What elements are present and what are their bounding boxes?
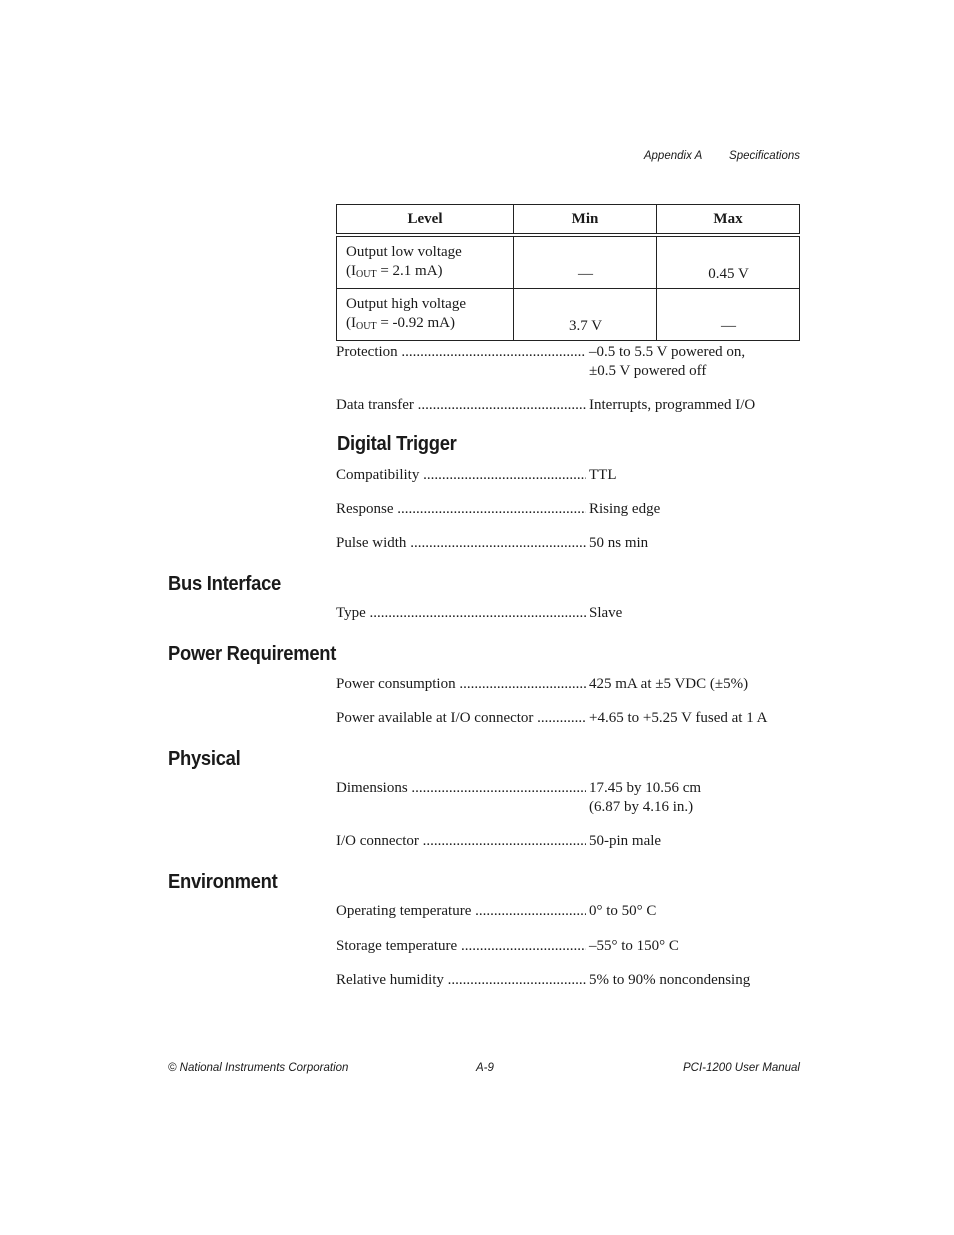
spec-value: 0° to 50° C [589, 903, 657, 919]
spec-value: 50 ns min [589, 535, 649, 551]
spec-value: 17.45 by 10.56 cm (6.87 by 4.16 in.) [589, 780, 702, 815]
spec-label: I/O connector ..... [336, 832, 586, 851]
spec-label: Power available at I/O connector ..... [336, 709, 586, 728]
spec-label: Type ..... [336, 604, 586, 623]
spec-label: Response ..... [336, 500, 586, 519]
spec-value: Slave [589, 605, 623, 621]
level-cell: Output high voltage ($I_{OUT} = -0.92$ mA) [337, 289, 514, 341]
section-title-bus-interface: Bus Interface [168, 573, 281, 595]
footer-manual-title: PCI-1200 User Manual [683, 1062, 800, 1074]
spec-value: TTL [589, 467, 617, 483]
spec-label: Relative humidity ..... [336, 971, 586, 990]
output-level-table [336, 204, 800, 341]
spec-label: Storage temperature ..... [336, 937, 586, 956]
col-header-level: Level [337, 205, 514, 236]
spec-label: Compatibility ..... [336, 466, 586, 485]
spec-value: 50-pin male [589, 833, 662, 849]
running-header [620, 150, 800, 162]
min-cell: 3.7 V [514, 289, 657, 341]
table-header-row [337, 205, 800, 236]
footer-copyright: © National Instruments Corporation [168, 1062, 349, 1074]
section-title-environment: Environment [168, 871, 278, 893]
spec-label: Power consumption ..... [336, 675, 586, 694]
header-appendix: Appendix A [643, 150, 702, 162]
spec-value: –55° to 150° C [589, 938, 679, 954]
spec-value: Rising edge [589, 501, 661, 517]
section-title-power-requirement: Power Requirement [168, 643, 337, 665]
spec-label: Protection ..... [336, 343, 586, 362]
section-title-physical: Physical [168, 748, 241, 770]
footer-page-number: A-9 [476, 1062, 494, 1074]
table-row [337, 235, 800, 289]
spec-value: Interrupts, programmed I/O [589, 397, 756, 413]
section-title-digital-trigger: Digital Trigger [337, 433, 457, 455]
spec-value: –0.5 to 5.5 V powered on, ±0.5 V powered off [589, 344, 746, 379]
spec-label: Operating temperature ..... [336, 902, 586, 921]
col-header-max: Max [657, 205, 800, 236]
spec-value: 425 mA at ±5 VDC (±5%) [589, 676, 749, 692]
spec-value: +4.65 to +5.25 V fused at 1 A [589, 710, 768, 726]
table-row [337, 289, 800, 341]
spec-label: Data transfer ..... [336, 396, 586, 415]
header-section: Specifications [729, 150, 800, 162]
level-cell: Output low voltage ($I_{OUT} = 2.1$ mA) [337, 235, 514, 289]
spec-label: Dimensions ..... [336, 779, 586, 798]
max-cell: — [657, 289, 800, 341]
spec-value: 5% to 90% noncondensing [589, 972, 751, 988]
col-header-min: Min [514, 205, 657, 236]
max-cell: 0.45 V [657, 235, 800, 289]
spec-label: Pulse width ..... [336, 534, 586, 553]
min-cell: — [514, 235, 657, 289]
